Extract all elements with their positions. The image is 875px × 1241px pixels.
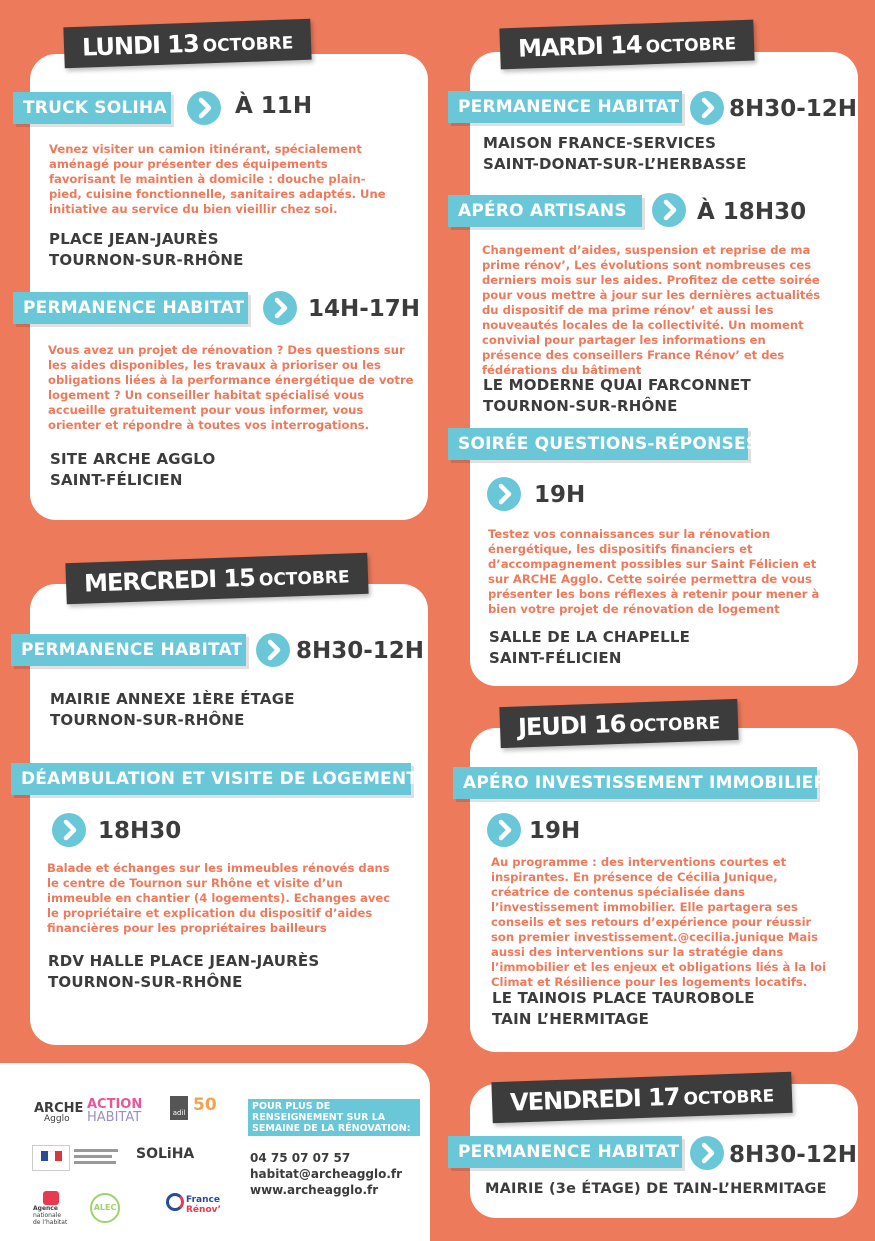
- france-logo-text: France: [186, 1195, 220, 1205]
- adil-logo-text: adil: [172, 1109, 186, 1117]
- soliha-logo: [136, 1146, 194, 1162]
- anah-logo: [33, 1191, 69, 1226]
- friday-permanence-tag: PERMANENCE HABITAT: [448, 1136, 682, 1168]
- apero-artisans-description: Changement d’aides, suspension et reprise de ma prime rénov’, Les évolutions sont nombreuses ces derniers mois sur les aides. Profitez de cette soirée pour vous mettre à jour sur les dernières actualités du dispositif de ma prime rénov’ et aussi les nouveautés locales de la collectivité. Un moment convivial pour partager les informations en présence des conseillers France Rénov’ et des fédérations du bâtiment: [482, 243, 821, 377]
- truck-soliha-tag: TRUCK SOLIHA: [13, 92, 171, 124]
- renov-logo-text: Rénov’: [186, 1205, 221, 1215]
- chevron-right-icon: [263, 291, 297, 325]
- wednesday-permanence-place-line2: TOURNON-SUR-RHÔNE: [50, 711, 245, 729]
- agglo-logo-text: Agglo: [44, 1114, 70, 1124]
- truck-soliha-description: Venez visiter un camion itinérant, spécialement aménagé pour présenter des équipements favorisant le maintien à domicile : douche plain-pied, cuisine fonctionnelle, sanitaires adaptés. Une initiative au service du bien vieillir chez soi.: [49, 142, 386, 216]
- wednesday-permanence-time: 8H30-12H: [296, 638, 425, 664]
- anah-text-line3: de l’habitat: [33, 1219, 68, 1226]
- adil-logo: [170, 1096, 188, 1120]
- apero-artisans-tag: APÉRO ARTISANS: [448, 195, 642, 227]
- alec-logo-text: ALEC: [93, 1203, 117, 1212]
- friday-day: VENDREDI 17: [509, 1082, 680, 1117]
- footer-email[interactable]: habitat@archeagglo.fr: [250, 1167, 403, 1181]
- apero-investissement-time: 19H: [529, 818, 581, 844]
- tuesday-permanence-place-line2: SAINT-DONAT-SUR-L’HERBASSE: [483, 155, 747, 173]
- tuesday-day: MARDI 14: [517, 30, 643, 63]
- chevron-right-icon: [487, 813, 521, 847]
- deambulation-place-line1: RDV HALLE PLACE JEAN-JAURÈS: [48, 952, 320, 970]
- arche-logo-text: ARCHE: [34, 1101, 84, 1116]
- apero-artisans-place-line2: TOURNON-SUR-RHÔNE: [483, 397, 678, 415]
- soiree-questions-tag: SOIRÉE QUESTIONS-RÉPONSES: [448, 428, 748, 460]
- tuesday-permanence-place-line1: MAISON FRANCE-SERVICES: [483, 134, 717, 152]
- tuesday-month: OCTOBRE: [645, 34, 737, 58]
- thursday-day: JEUDI 16: [517, 709, 626, 742]
- monday-permanence-place-line1: SITE ARCHE AGGLO: [50, 450, 216, 468]
- monday-permanence-tag: PERMANENCE HABITAT: [13, 292, 248, 324]
- fifty-logo-text: 50: [193, 1095, 217, 1115]
- deambulation-time: 18H30: [98, 818, 182, 844]
- apero-investissement-description: Au programme : des interventions courtes et inspirantes. En présence de Cécilia Junique, créatrice de contenus spécialisée dans l’investissement immobilier. Elle partagera ses conseils et ses retours d’expérience pour réussir son premier investissement.@cecilia.junique Mais aussi des interventions sur la stratégie dans l’immobilier et les enjeux et obligations liés à la loi Climat et Résilience pour les logements locatifs.: [491, 855, 827, 989]
- chevron-right-icon: [52, 813, 86, 847]
- truck-soliha-time: À 11H: [235, 93, 313, 119]
- monday-permanence-description: Vous avez un projet de rénovation ? Des questions sur les aides disponibles, les travaux à prioriser ou les obligations liées à la performance énergétique de votre logement ? Un conseiller habitat spécialisé vous accueille gratuitement pour vous informer, vous orienter et répondre à toutes vos interrogations.: [48, 343, 414, 432]
- soiree-questions-time: 19H: [534, 482, 586, 508]
- monday-permanence-place-line2: SAINT-FÉLICIEN: [50, 471, 183, 489]
- soiree-questions-description: Testez vos connaissances sur la rénovation énergétique, les dispositifs financiers et d’accompagnement possibles sur Saint Félicien et sur ARCHE Agglo. Cette soirée permettra de vous présenter les bons réflexes à retenir pour mener à bien votre projet de rénovation de logement: [488, 527, 820, 616]
- soliha-logo-text: SOLiHA: [136, 1146, 195, 1162]
- habitat-logo-text: HABITAT: [87, 1110, 142, 1125]
- france-renov-logo: [166, 1193, 221, 1215]
- monday-banner: [63, 19, 312, 69]
- thursday-month: OCTOBRE: [629, 713, 721, 737]
- wednesday-day: MERCREDI 15: [83, 563, 256, 598]
- truck-soliha-place-line2: TOURNON-SUR-RHÔNE: [49, 251, 244, 269]
- wednesday-permanence-place-line1: MAIRIE ANNEXE 1ÈRE ÉTAGE: [50, 690, 295, 708]
- chevron-right-icon: [256, 633, 290, 667]
- footer-website[interactable]: www.archeagglo.fr: [250, 1183, 379, 1197]
- wednesday-permanence-tag: PERMANENCE HABITAT: [11, 634, 246, 666]
- tuesday-permanence-tag: PERMANENCE HABITAT: [448, 91, 682, 123]
- apero-artisans-time: À 18H30: [697, 199, 807, 225]
- chevron-right-icon: [690, 91, 724, 125]
- anah-text-line1: Agence: [33, 1205, 58, 1212]
- action-logo-text: ACTION: [87, 1097, 143, 1112]
- deambulation-place-line2: TOURNON-SUR-RHÔNE: [48, 973, 243, 991]
- apero-artisans-place-line1: LE MODERNE QUAI FARCONNET: [483, 376, 751, 394]
- chevron-right-icon: [187, 91, 221, 125]
- friday-month: OCTOBRE: [683, 1086, 775, 1110]
- monday-day: LUNDI 13: [81, 29, 200, 62]
- chevron-right-icon: [652, 193, 686, 227]
- apero-investissement-place-line2: TAIN L’HERMITAGE: [492, 1010, 650, 1028]
- deambulation-tag: DÉAMBULATION ET VISITE DE LOGEMENT: [11, 763, 411, 795]
- friday-permanence-place: MAIRIE (3e ÉTAGE) DE TAIN-L’HERMITAGE: [485, 1181, 827, 1197]
- footer-phone[interactable]: 04 75 07 07 57: [250, 1151, 351, 1165]
- deambulation-description: Balade et échanges sur les immeubles rénovés dans le centre de Tournon sur Rhône et visite d’un immeuble en chantier (4 logements). Echanges avec le propriétaire et explication du dispositif d’aides financières pour les propriétaires bailleurs: [47, 861, 391, 935]
- action-habitat-logo: [87, 1098, 142, 1124]
- apero-investissement-place-line1: LE TAINOIS PLACE TAUROBOLE: [492, 989, 755, 1007]
- footer-info-box: POUR PLUS DE RENSEIGNEMENT SUR LA SEMAINE DE LA RÉNOVATION:: [248, 1099, 420, 1136]
- friday-permanence-time: 8H30-12H: [729, 1142, 858, 1168]
- soiree-questions-place-line2: SAINT-FÉLICIEN: [489, 649, 622, 667]
- ministry-logo-text: [74, 1146, 124, 1167]
- chevron-right-icon: [690, 1136, 724, 1170]
- republique-francaise-logo: [32, 1145, 70, 1171]
- alec-logo: [90, 1193, 120, 1223]
- truck-soliha-place-line1: PLACE JEAN-JAURÈS: [49, 230, 219, 248]
- chevron-right-icon: [487, 477, 521, 511]
- thursday-banner: [499, 699, 738, 748]
- monday-permanence-time: 14H-17H: [308, 296, 421, 322]
- adil-50-anniversary-logo: [193, 1095, 217, 1115]
- soiree-questions-place-line1: SALLE DE LA CHAPELLE: [489, 628, 691, 646]
- apero-investissement-tag: APÉRO INVESTISSEMENT IMMOBILIER: [453, 767, 817, 799]
- monday-month: OCTOBRE: [202, 33, 294, 57]
- wednesday-month: OCTOBRE: [258, 567, 350, 591]
- tuesday-permanence-time: 8H30-12H: [729, 96, 858, 122]
- anah-text-line2: nationale: [33, 1212, 62, 1219]
- arche-agglo-logo: [34, 1101, 84, 1129]
- footer-contact: [250, 1150, 402, 1198]
